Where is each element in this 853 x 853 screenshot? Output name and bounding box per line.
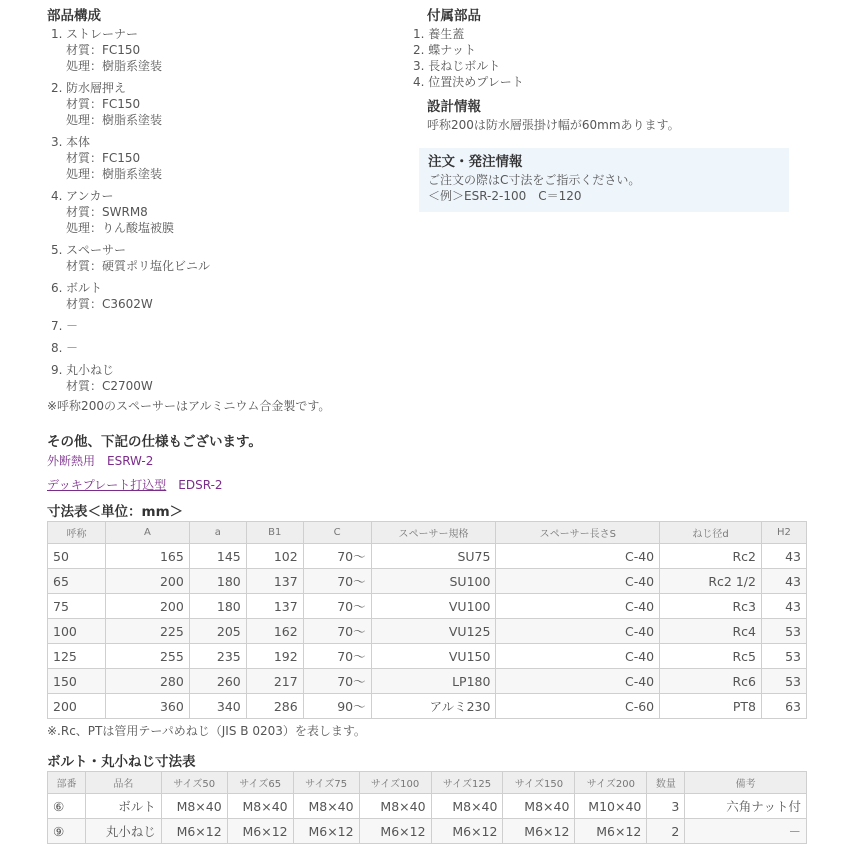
table-cell: Rc4 <box>660 619 762 644</box>
table-cell: 200 <box>105 569 189 594</box>
table-cell: Rc2 1/2 <box>660 569 762 594</box>
table-cell: VU150 <box>371 644 496 669</box>
table-cell: M6×12 <box>227 819 293 844</box>
design-text: 呼称200は防水層張掛け幅が60mmあります。 <box>427 118 680 132</box>
parts-item-detail: 処理：樹脂系塗装 <box>66 59 163 73</box>
table-cell: 70～ <box>303 644 371 669</box>
table-cell: C-60 <box>496 694 660 719</box>
table-cell: ⑨ <box>48 819 86 844</box>
table-cell: 145 <box>189 544 246 569</box>
table-row <box>48 544 807 569</box>
parts-item-detail: 材質：FC150 <box>66 97 141 111</box>
table-cell: 200 <box>48 694 106 719</box>
table-cell: M6×12 <box>293 819 359 844</box>
link-edsr-2-underlined: デッキプレート打込型 <box>47 478 167 492</box>
table-cell: SU75 <box>371 544 496 569</box>
dim-table-title: 寸法表＜単位：mm＞ <box>47 504 184 520</box>
table-cell: 360 <box>105 694 189 719</box>
parts-item-number: 1. <box>51 27 63 41</box>
table-cell: 90～ <box>303 694 371 719</box>
table-cell: SU100 <box>371 569 496 594</box>
parts-item-name: 本体 <box>66 135 91 149</box>
column-header: サイズ50 <box>161 772 227 794</box>
parts-title: 部品構成 <box>47 8 101 24</box>
table-cell: － <box>685 819 807 844</box>
table-cell: 43 <box>761 594 806 619</box>
column-header: スペーサー長さS <box>496 522 660 544</box>
bolt-table <box>47 771 807 844</box>
table-cell: 102 <box>246 544 303 569</box>
table-cell: 53 <box>761 644 806 669</box>
order-info-box <box>419 148 789 212</box>
parts-item-name: － <box>66 341 79 355</box>
table-cell: Rc2 <box>660 544 762 569</box>
accessories-title: 付属部品 <box>427 8 481 24</box>
parts-item-number: 5. <box>51 243 63 257</box>
parts-item-name: ストレーナー <box>66 27 139 41</box>
table-cell: M8×40 <box>359 794 431 819</box>
table-cell: ボルト <box>85 794 161 819</box>
table-cell: 43 <box>761 544 806 569</box>
table-cell: 205 <box>189 619 246 644</box>
parts-item-number: 7. <box>51 319 63 333</box>
table-cell: ⑥ <box>48 794 86 819</box>
table-cell: 150 <box>48 669 106 694</box>
table-row <box>48 594 807 619</box>
dimension-table <box>47 521 807 719</box>
table-cell: 100 <box>48 619 106 644</box>
table-cell: VU125 <box>371 619 496 644</box>
other-specs <box>47 432 262 494</box>
parts-list <box>47 26 397 394</box>
table-cell: C-40 <box>496 569 660 594</box>
column-header: サイズ150 <box>503 772 575 794</box>
table-cell: 六角ナット付 <box>685 794 807 819</box>
parts-item-number: 9. <box>51 363 63 377</box>
column-header: 部番 <box>48 772 86 794</box>
parts-item-name: 丸小ねじ <box>66 363 115 377</box>
table-cell: 125 <box>48 644 106 669</box>
column-header: 呼称 <box>48 522 106 544</box>
order-line-2: ＜例＞ESR-2-100 C＝120 <box>428 189 582 203</box>
table-cell: 65 <box>48 569 106 594</box>
table-cell: 70～ <box>303 669 371 694</box>
table-cell: PT8 <box>660 694 762 719</box>
table-cell: 180 <box>189 594 246 619</box>
accessory-item: 1. 養生蓋 <box>413 27 465 41</box>
table-cell: 340 <box>189 694 246 719</box>
table-cell: 165 <box>105 544 189 569</box>
parts-item <box>47 188 397 236</box>
table-row <box>48 694 807 719</box>
table-cell: 217 <box>246 669 303 694</box>
table-cell: M6×12 <box>503 819 575 844</box>
table-cell: 63 <box>761 694 806 719</box>
link-edsr-2-rest: EDSR-2 <box>166 478 223 492</box>
column-header: サイズ65 <box>227 772 293 794</box>
column-header: 数量 <box>647 772 685 794</box>
table-cell: 180 <box>189 569 246 594</box>
parts-item <box>47 340 397 356</box>
table-cell: C-40 <box>496 544 660 569</box>
table-cell: M8×40 <box>161 794 227 819</box>
link-edsr-2[interactable] <box>47 476 262 494</box>
parts-item <box>47 362 397 394</box>
table-cell: VU100 <box>371 594 496 619</box>
table-cell: 280 <box>105 669 189 694</box>
table-cell: 43 <box>761 569 806 594</box>
column-header: C <box>303 522 371 544</box>
column-header: A <box>105 522 189 544</box>
parts-item-number: 3. <box>51 135 63 149</box>
table-cell: 53 <box>761 669 806 694</box>
table-cell: 137 <box>246 594 303 619</box>
parts-item <box>47 318 397 334</box>
table-cell: M6×12 <box>575 819 647 844</box>
parts-item <box>47 242 397 274</box>
column-header: a <box>189 522 246 544</box>
table-row <box>48 669 807 694</box>
table-cell: M8×40 <box>227 794 293 819</box>
table-cell: 75 <box>48 594 106 619</box>
accessories-list <box>413 26 793 90</box>
table-cell: 225 <box>105 619 189 644</box>
parts-item-number: 4. <box>51 189 63 203</box>
column-header: サイズ200 <box>575 772 647 794</box>
parts-item <box>47 280 397 312</box>
parts-item <box>47 80 397 128</box>
column-header: ねじ径d <box>660 522 762 544</box>
column-header: サイズ75 <box>293 772 359 794</box>
table-cell: C-40 <box>496 594 660 619</box>
parts-item-detail: 処理：樹脂系塗装 <box>66 113 163 127</box>
table-cell: 丸小ねじ <box>85 819 161 844</box>
parts-item <box>47 134 397 182</box>
accessory-item: 4. 位置決めプレート <box>413 75 524 89</box>
table-cell: M6×12 <box>431 819 503 844</box>
parts-item-number: 8. <box>51 341 63 355</box>
order-line-1: ご注文の際はC寸法をご指示ください。 <box>428 173 641 187</box>
table-cell: 260 <box>189 669 246 694</box>
parts-section <box>47 6 397 414</box>
parts-item-detail: 材質：C3602W <box>66 297 153 311</box>
table-cell: 70～ <box>303 594 371 619</box>
table-cell: 3 <box>647 794 685 819</box>
table-cell: 70～ <box>303 569 371 594</box>
dim-table-footnote: ※.Rc、PTは管用テーパめねじ（JIS B 0203）を表します。 <box>47 724 366 738</box>
column-header: B1 <box>246 522 303 544</box>
parts-item-detail: 処理：樹脂系塗装 <box>66 167 163 181</box>
table-cell: Rc6 <box>660 669 762 694</box>
parts-item-name: アンカー <box>66 189 114 203</box>
accessory-item: 2. 蝶ナット <box>413 43 477 57</box>
table-cell: 200 <box>105 594 189 619</box>
table-cell: 70～ <box>303 619 371 644</box>
parts-item <box>47 26 397 74</box>
parts-item-name: 防水層押え <box>66 81 127 95</box>
column-header: サイズ100 <box>359 772 431 794</box>
table-cell: 137 <box>246 569 303 594</box>
parts-item-name: ボルト <box>66 281 103 295</box>
parts-item-detail: 材質：SWRM8 <box>66 205 148 219</box>
table-row <box>48 794 807 819</box>
parts-item-detail: 材質：FC150 <box>66 43 141 57</box>
table-row <box>48 619 807 644</box>
table-cell: LP180 <box>371 669 496 694</box>
column-header: 品名 <box>85 772 161 794</box>
parts-note: ※呼称200のスペーサーはアルミニウム合金製です。 <box>47 399 331 413</box>
link-esrw-2[interactable]: 外断熱用 ESRW-2 <box>47 454 154 468</box>
parts-item-detail: 処理：りん酸塩被膜 <box>66 221 175 235</box>
table-cell: 2 <box>647 819 685 844</box>
table-cell: Rc5 <box>660 644 762 669</box>
parts-item-detail: 材質：C2700W <box>66 379 153 393</box>
other-specs-title: その他、下記の仕様もございます。 <box>47 434 262 450</box>
table-cell: 192 <box>246 644 303 669</box>
column-header: 備考 <box>685 772 807 794</box>
column-header: H2 <box>761 522 806 544</box>
table-cell: C-40 <box>496 619 660 644</box>
table-cell: 53 <box>761 619 806 644</box>
right-column <box>413 6 793 212</box>
column-header: スペーサー規格 <box>371 522 496 544</box>
table-cell: M10×40 <box>575 794 647 819</box>
table-cell: 50 <box>48 544 106 569</box>
table-cell: C-40 <box>496 669 660 694</box>
bolt-table-title: ボルト・丸小ねじ寸法表 <box>47 754 196 770</box>
design-info <box>413 97 793 133</box>
table-cell: M6×12 <box>161 819 227 844</box>
column-header: サイズ125 <box>431 772 503 794</box>
parts-item-name: スペーサー <box>66 243 127 257</box>
parts-item-number: 2. <box>51 81 63 95</box>
parts-item-detail: 材質：FC150 <box>66 151 141 165</box>
table-cell: M8×40 <box>431 794 503 819</box>
table-row <box>48 819 807 844</box>
parts-item-detail: 材質：硬質ポリ塩化ビニル <box>66 259 211 273</box>
design-title: 設計情報 <box>427 99 481 115</box>
table-cell: M8×40 <box>293 794 359 819</box>
parts-item-number: 6. <box>51 281 63 295</box>
table-cell: 162 <box>246 619 303 644</box>
table-cell: アルミ230 <box>371 694 496 719</box>
parts-item-name: － <box>66 319 79 333</box>
table-cell: 235 <box>189 644 246 669</box>
table-row <box>48 644 807 669</box>
table-cell: 255 <box>105 644 189 669</box>
table-cell: C-40 <box>496 644 660 669</box>
table-cell: 70～ <box>303 544 371 569</box>
table-cell: M8×40 <box>503 794 575 819</box>
table-cell: M6×12 <box>359 819 431 844</box>
order-title: 注文・発注情報 <box>428 154 523 170</box>
table-cell: Rc3 <box>660 594 762 619</box>
table-row <box>48 569 807 594</box>
accessory-item: 3. 長ねじボルト <box>413 59 501 73</box>
table-cell: 286 <box>246 694 303 719</box>
